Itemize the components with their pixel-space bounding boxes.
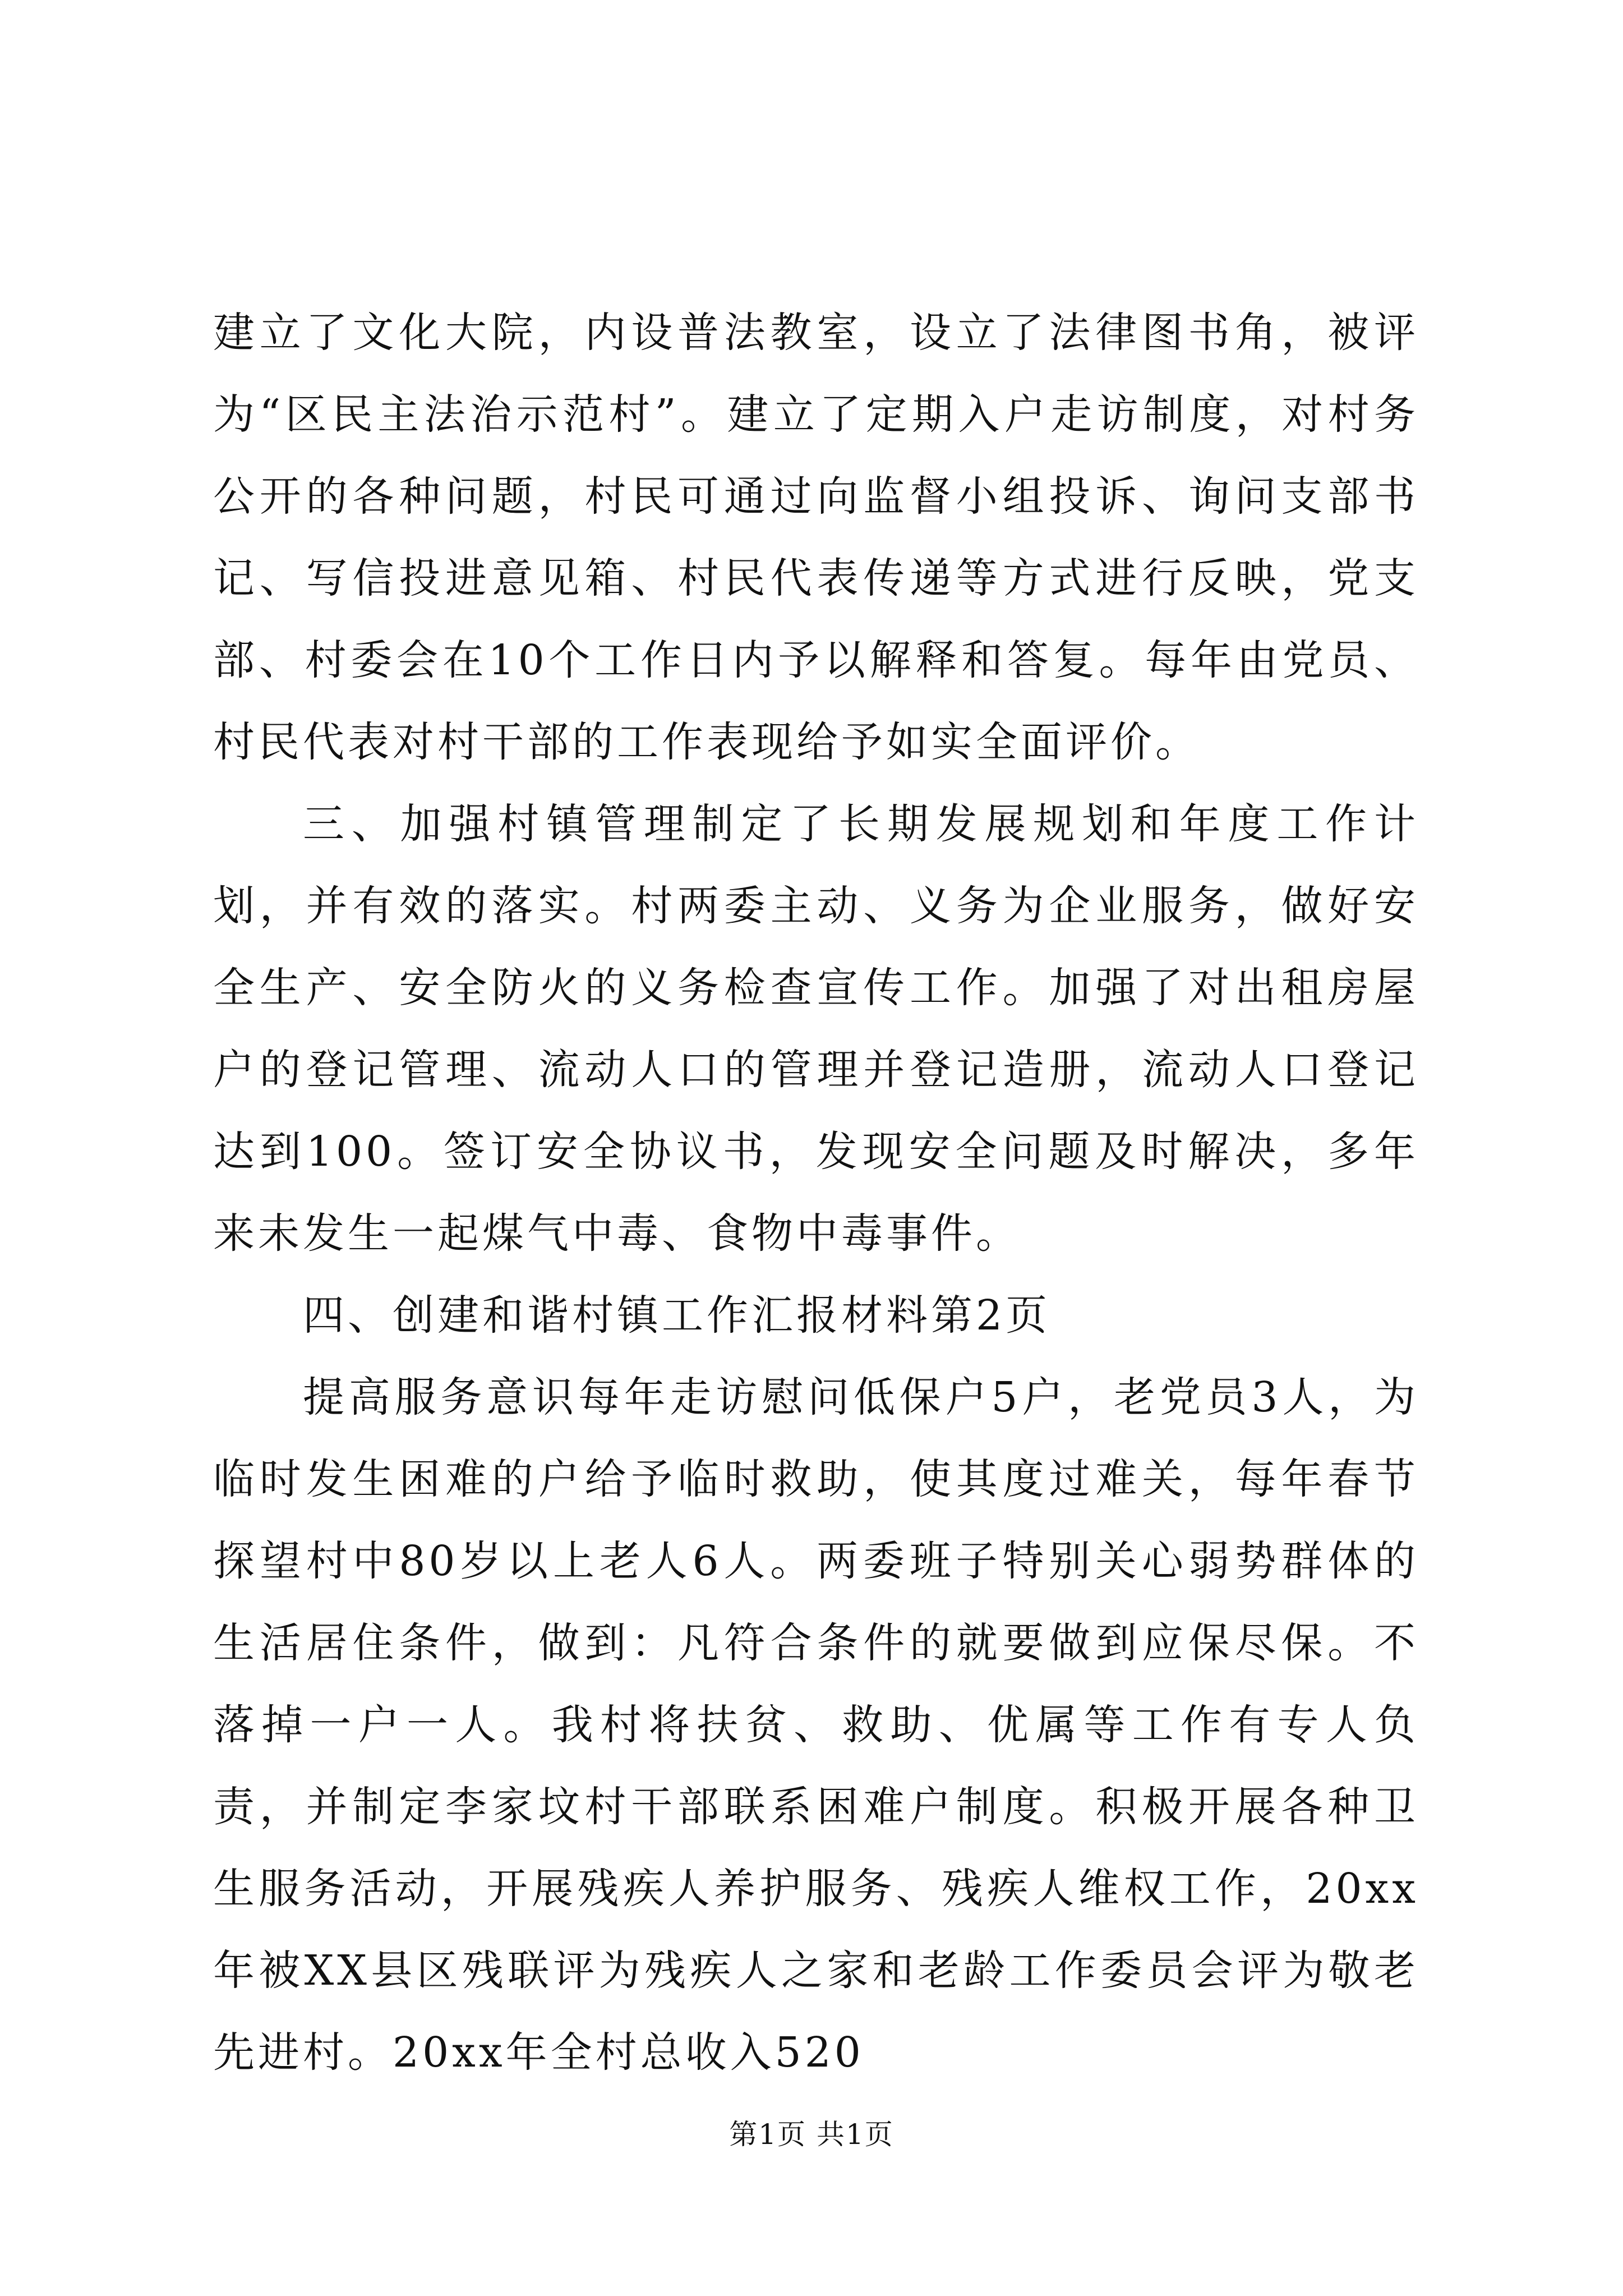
paragraph-section-4-heading: 四、创建和谐村镇工作汇报材料第2页 (303, 1291, 1051, 1340)
paragraph-section-3: 三、加强村镇管理制定了长期发展规划和年度工作计划，并有效的落实。村两委主动、义务为企业服务，做好安全生产、安全防火的义务检查宣传工作。加强了对出租房屋户的登记管理、流动人口的管理并登记造册，流动人口登记达到100。签订安全协议书，发现安全问题及时解决，多年来未发生一起煤气中毒、食物中毒事件。 (213, 800, 1419, 1258)
page-footer: 第1页 共1页 (729, 2118, 894, 2151)
document-body (213, 292, 1419, 2093)
paragraph-1-continuation: 建立了文化大院，内设普法教室，设立了法律图书角，被评为“区民主法治示范村”。建立了定期入户走访制度，对村务公开的各种问题，村民可通过向监督小组投诉、询问支部书记、写信投进意见箱、村民代表传递等方式进行反映，党支部、村委会在10个工作日内予以解释和答复。每年由党员、村民代表对村干部的工作表现给予如实全面评价。 (213, 309, 1419, 766)
paragraph-service-awareness: 提高服务意识每年走访慰问低保户5户，老党员3人，为临时发生困难的户给予临时救助，使其度过难关，每年春节探望村中80岁以上老人6人。两委班子特别关心弱势群体的生活居住条件，做到：凡符合条件的就要做到应保尽保。不落掉一户一人。我村将扶贫、救助、优属等工作有专人负责，并制定李家坟村干部联系困难户制度。积极开展各种卫生服务活动，开展残疾人养护服务、残疾人维权工作，20xx年被XX县区残联评为残疾人之家和老龄工作委员会评为敬老先进村。20xx年全村总收入520 (213, 1373, 1419, 2077)
